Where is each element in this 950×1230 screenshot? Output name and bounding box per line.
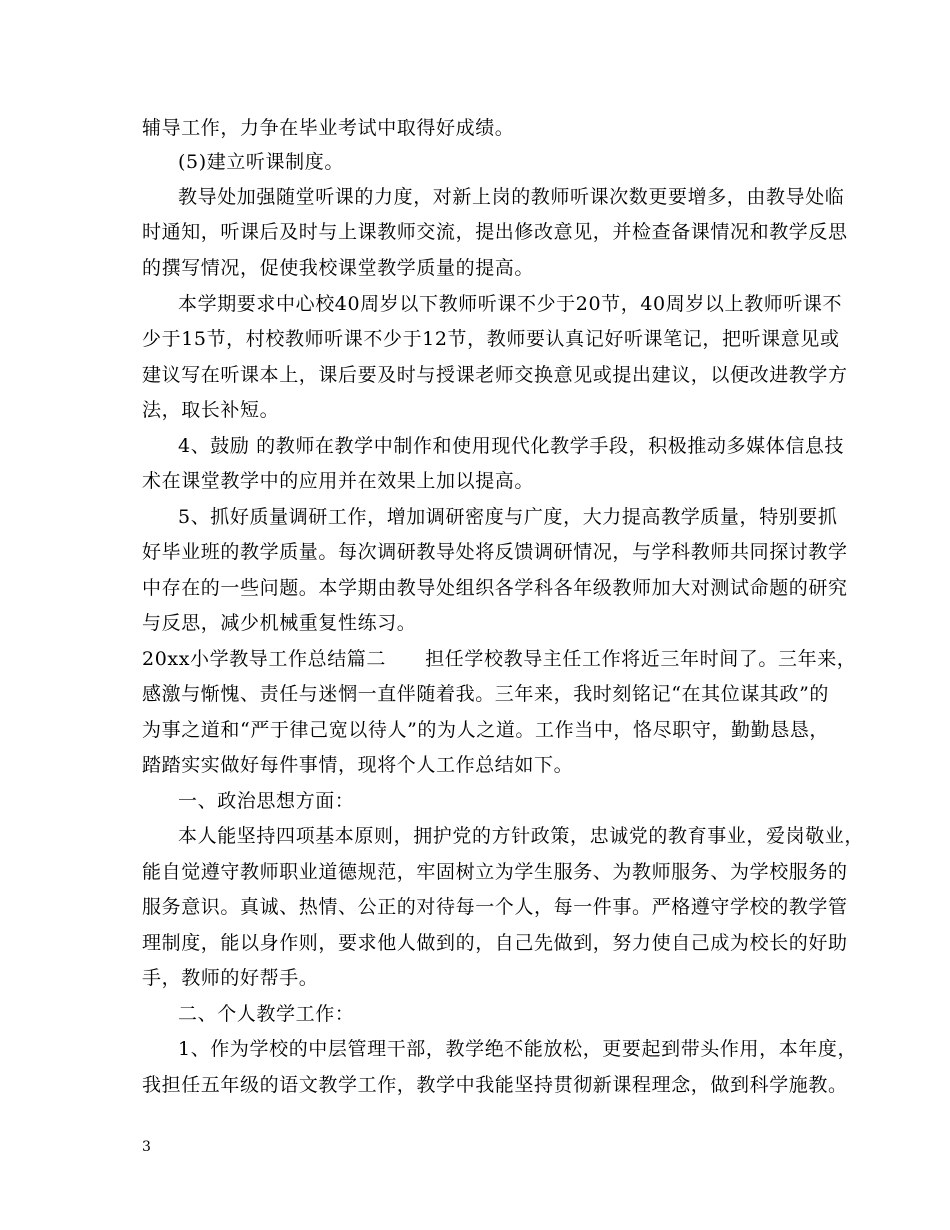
text-line: 本人能坚持四项基本原则，拥护党的方针政策，忠诚党的教育事业，爱岗敬业， <box>178 825 865 847</box>
text-line: 感激与惭愧、责任与迷惘一直伴随着我。三年来，我时刻铭记“在其位谋其政”的 <box>142 683 830 705</box>
text-line: 我担任五年级的语文教学工作，教学中我能坚持贯彻新课程理念，做到科学施教。 <box>142 1074 848 1096</box>
text-line: 4、鼓励 的教师在教学中制作和使用现代化教学手段，积极推动多媒体信息技 <box>178 435 845 457</box>
text-line: 能自觉遵守教师职业道德规范，牢固树立为学生服务、为教师服务、为学校服务的 <box>142 861 848 883</box>
text-line: 为事之道和“严于律己宽以待人”的为人之道。工作当中，恪尽职守，勤勤恳恳， <box>142 719 830 741</box>
text-line: 中存在的一些问题。本学期由教导处组织各学科各年级教师加大对测试命题的研究 <box>142 577 848 599</box>
text-line: 一、政治思想方面： <box>178 790 355 812</box>
text-line: 法，取长补短。 <box>142 399 280 421</box>
page-number: 3 <box>142 1139 151 1155</box>
text-line: 少于15节，村校教师听课不少于12节，教师要认真记好听课笔记，把听课意见或 <box>142 328 840 350</box>
text-line: 术在课堂教学中的应用并在效果上加以提高。 <box>142 470 535 492</box>
text-line: 手，教师的好帮手。 <box>142 967 319 989</box>
text-line: 辅导工作，力争在毕业考试中取得好成绩。 <box>142 117 515 139</box>
text-line: 二、个人教学工作： <box>178 1003 355 1025</box>
text-line: 时通知，听课后及时与上课教师交流，提出修改意见，并检查备课情况和教学反思 <box>142 221 848 243</box>
text-line: 好毕业班的教学质量。每次调研教导处将反馈调研情况，与学科教师共同探讨教学 <box>142 541 848 563</box>
text-line: 教导处加强随堂听课的力度，对新上岗的教师听课次数更要增多，由教导处临 <box>178 186 845 208</box>
text-line: 与反思，减少机械重复性练习。 <box>142 612 417 634</box>
text-line: 建议写在听课本上，课后要及时与授课老师交换意见或提出建议，以便改进教学方 <box>142 364 848 386</box>
text-line: 1、作为学校的中层管理干部，教学绝不能放松，更要起到带头作用，本年度， <box>178 1038 858 1060</box>
text-line: 本学期要求中心校40周岁以下教师听课不少于20节，40周岁以上教师听课不 <box>178 293 843 315</box>
text-line: 20xx小学教导工作总结篇二 担任学校教导主任工作将近三年时间了。三年来， <box>142 648 857 670</box>
text-line: 踏踏实实做好每件事情，现将个人工作总结如下。 <box>142 754 574 776</box>
text-line: 服务意识。真诚、热情、公正的对待每一个人，每一件事。严格遵守学校的教学管 <box>142 896 848 918</box>
text-line: 理制度，能以身作则，要求他人做到的，自己先做到，努力使自己成为校长的好助 <box>142 932 848 954</box>
text-line: (5)建立听课制度。 <box>178 151 344 173</box>
text-line: 的撰写情况，促使我校课堂教学质量的提高。 <box>142 257 535 279</box>
text-line: 5、抓好质量调研工作，增加调研密度与广度，大力提高教学质量，特别要抓 <box>178 506 838 528</box>
